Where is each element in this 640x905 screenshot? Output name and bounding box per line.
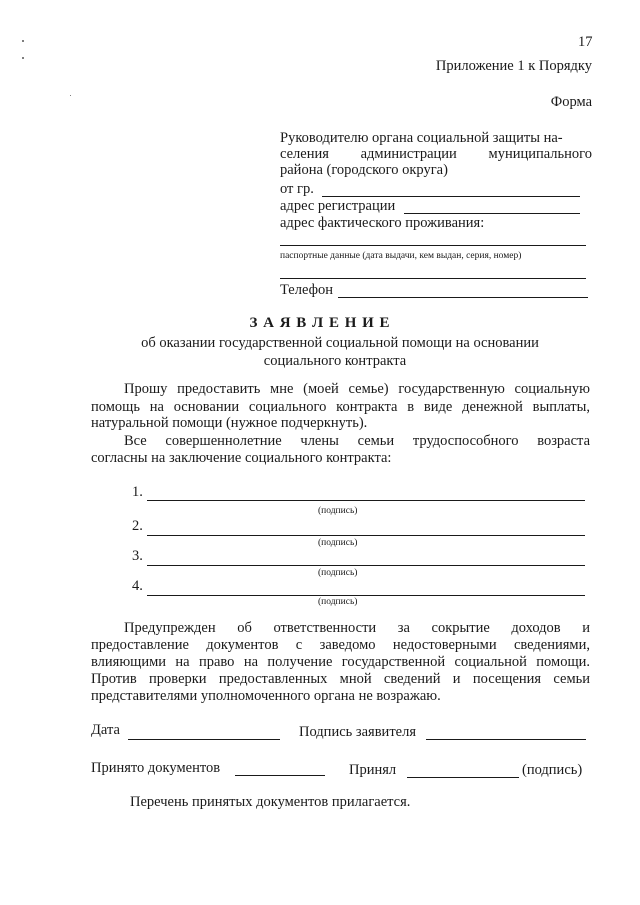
document-title: З А Я В Л Е Н И Е (249, 315, 391, 331)
actual-address-label: адрес фактического проживания: (280, 215, 485, 231)
signature-field-4[interactable] (147, 595, 585, 596)
form-label: Форма (550, 94, 592, 110)
signature-field-1[interactable] (147, 500, 585, 501)
addressee-line-3: района (городского округа) (280, 162, 448, 178)
request-line-2: помощь на основании социального контракта в виде денежной выплаты, (91, 399, 590, 415)
members-intro-line-1: Все совершеннолетние члены семьи трудоспособного возраста (124, 433, 590, 449)
phone-label: Телефон (280, 282, 333, 298)
docs-received-field[interactable] (235, 775, 325, 776)
applicant-signature-field[interactable] (426, 739, 586, 740)
signature-number-4: 4. (132, 578, 143, 594)
subtitle-line-2: социального контракта (263, 353, 407, 369)
request-line-3: натуральной помощи (нужное подчеркнуть). (91, 415, 368, 431)
signature-number-2: 2. (132, 518, 143, 534)
reg-address-label: адрес регистрации (280, 198, 396, 214)
scan-speck (22, 40, 24, 42)
phone-field[interactable] (338, 297, 588, 298)
applicant-signature-label: Подпись заявителя (299, 724, 416, 740)
warning-line-4: Против проверки предоставленных мной сведений и посещения семьи (91, 671, 590, 687)
warning-line-1: Предупрежден об ответственности за сокрытие доходов и (124, 620, 590, 636)
signature-number-1: 1. (132, 484, 143, 500)
warning-line-2: предоставление документов с заведомо недостоверными сведениями, (91, 637, 590, 653)
addressee-line-1: Руководителю органа социальной защиты на- (280, 130, 563, 146)
subtitle-line-1: об оказании государственной социальной помощи на основании (141, 335, 539, 351)
from-name-field[interactable] (322, 196, 580, 197)
reg-address-field[interactable] (404, 213, 580, 214)
appendix-label: Приложение 1 к Порядку (435, 58, 592, 74)
date-label: Дата (91, 722, 120, 738)
scan-speck (22, 57, 24, 59)
signature-number-3: 3. (132, 548, 143, 564)
actual-address-field[interactable] (280, 245, 586, 246)
accepted-signature-field[interactable] (407, 777, 519, 778)
accepted-label: Принял (349, 762, 397, 778)
signature-hint-4: (подпись) (318, 597, 358, 607)
date-field[interactable] (128, 739, 280, 740)
attachment-note: Перечень принятых документов прилагается. (130, 794, 411, 810)
signature-field-3[interactable] (147, 565, 585, 566)
from-label: от гр. (280, 181, 314, 197)
addressee-line-2: селения администрации муниципального (280, 146, 592, 162)
signature-hint-3: (подпись) (318, 568, 358, 578)
signature-hint-2: (подпись) (318, 538, 358, 548)
passport-hint: паспортные данные (дата выдачи, кем выдан, серия, номер) (280, 251, 522, 261)
signature-hint-1: (подпись) (318, 506, 358, 516)
warning-line-3: влияющими на право на получение государственной социальной помощи. (91, 654, 590, 670)
signature-hint-accepted: (подпись) (522, 762, 583, 778)
warning-line-5: представителями уполномоченного органа не возражаю. (91, 688, 441, 704)
request-line-1: Прошу предоставить мне (моей семье) государственную социальную (124, 381, 590, 397)
members-intro-line-2: согласны на заключение социального контракта: (91, 450, 392, 466)
page-number: 17 (578, 34, 593, 50)
docs-received-label: Принято документов (91, 760, 221, 776)
scan-speck (70, 95, 71, 96)
signature-field-2[interactable] (147, 535, 585, 536)
passport-field[interactable] (280, 278, 586, 279)
